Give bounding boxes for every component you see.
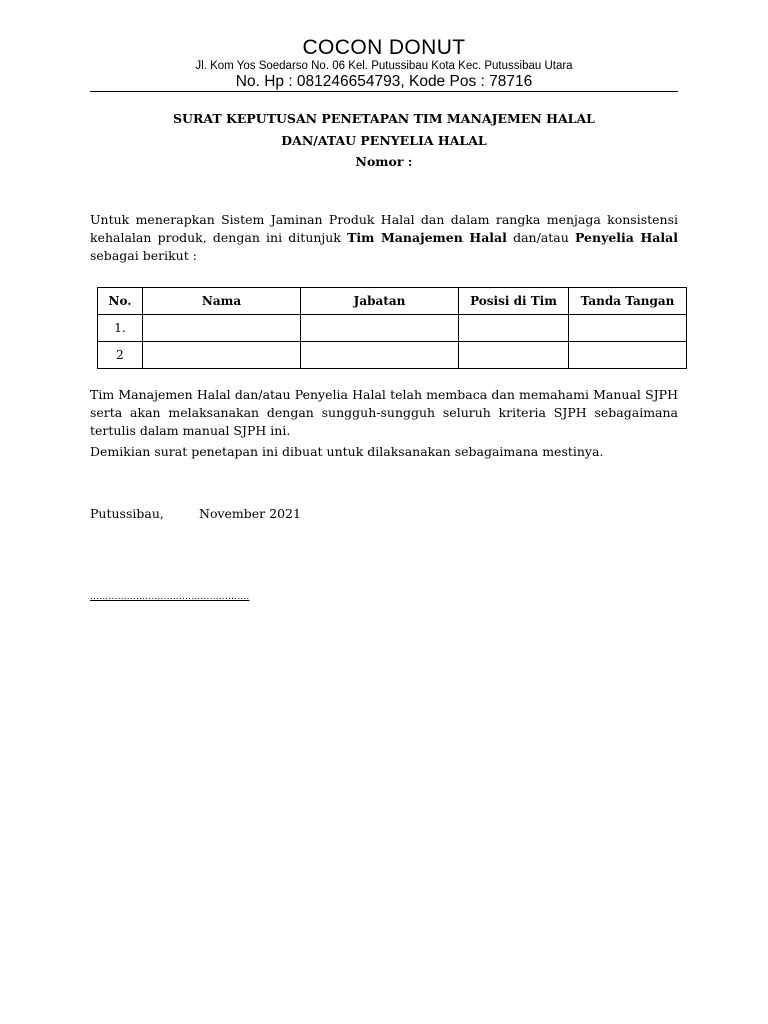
letterhead-divider: [90, 91, 678, 92]
document-title-line-1: SURAT KEPUTUSAN PENETAPAN TIM MANAJEMEN HALAL: [173, 111, 595, 126]
cell-posisi: [459, 315, 569, 342]
cell-jabatan: [301, 315, 459, 342]
company-address: Jl. Kom Yos Soedarso No. 06 Kel. Putussibau Kota Kec. Putussibau Utara: [195, 60, 573, 72]
table-row: [98, 342, 687, 369]
team-table: [97, 287, 687, 369]
cell-posisi: [459, 342, 569, 369]
header-no: No.: [98, 288, 143, 315]
header-posisi: Posisi di Tim: [459, 288, 569, 315]
cell-nama: [143, 315, 301, 342]
signature-place: Putussibau,: [90, 506, 164, 521]
letterhead: [0, 36, 768, 91]
cell-tanda-tangan: [569, 342, 687, 369]
cell-tanda-tangan: [569, 315, 687, 342]
signature-line: …………………………………………….: [90, 592, 250, 602]
closing-paragraph: Tim Manajemen Halal dan/atau Penyelia Halal telah membaca dan memahami Manual SJPH serta akan melaksanakan dengan sungguh-sungguh seluruh kriteria SJPH sebagaimana tertulis dalam manual SJPH ini.: [90, 387, 678, 438]
intro-bold-team: Tim Manajemen Halal: [347, 230, 507, 245]
row-number: 1.: [98, 315, 143, 342]
intro-text-3: sebagai berikut :: [90, 248, 197, 263]
intro-bold-supervisor: Penyelia Halal: [574, 230, 678, 245]
row-number: 2: [98, 342, 143, 369]
table-header-row: [98, 288, 687, 315]
header-tanda-tangan: Tanda Tangan: [569, 288, 687, 315]
company-name: COCON DONUT: [302, 36, 466, 59]
cell-jabatan: [301, 342, 459, 369]
intro-text-1: Untuk menerapkan Sistem Jaminan Produk Halal dan dalam rangka menjaga konsistensi kehalalan produk, dengan ini ditunjuk: [90, 212, 678, 245]
header-nama: Nama: [143, 288, 301, 315]
header-jabatan: Jabatan: [301, 288, 459, 315]
company-contact: No. Hp : 081246654793, Kode Pos : 78716: [235, 73, 533, 90]
cell-nama: [143, 342, 301, 369]
document-number: Nomor :: [355, 154, 413, 169]
closing-statement: Demikian surat penetapan ini dibuat untuk dilaksanakan sebagaimana mestinya.: [90, 444, 604, 459]
intro-paragraph: [90, 211, 678, 265]
document-title-line-2: DAN/ATAU PENYELIA HALAL: [281, 133, 487, 148]
intro-text-2: dan/atau: [506, 230, 575, 245]
signature-date: November 2021: [199, 506, 301, 521]
table-row: [98, 315, 687, 342]
